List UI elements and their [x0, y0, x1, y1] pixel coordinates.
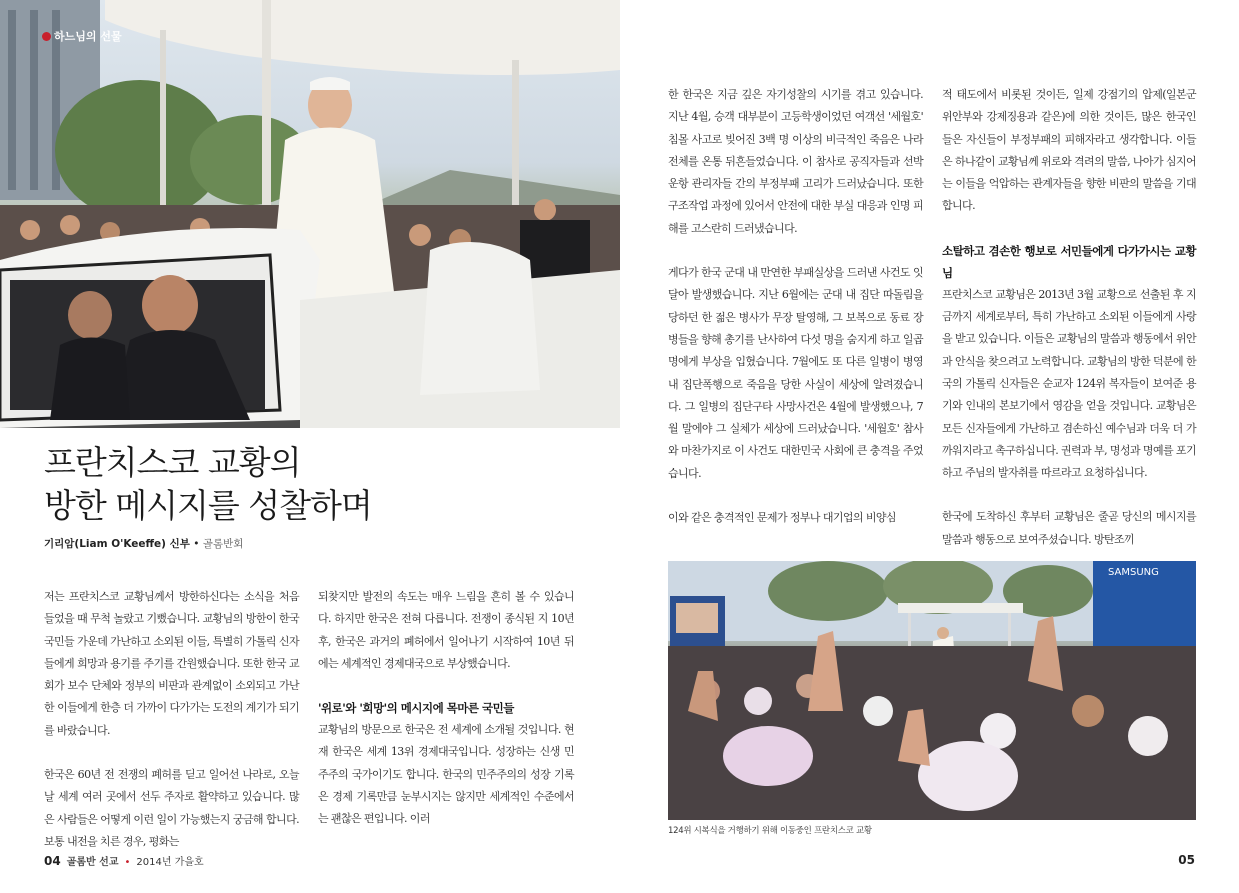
paragraph: 한국은 60년 전 전쟁의 폐허를 딛고 일어선 나라로, 오늘날 세계 여러 곳에서 선두 주자로 활약하고 있습니다. 많은 사람들은 어떻게 이런 일이 가능했는지 궁금해 합니다. 보통 내전을 치른 경우, 평화는: [44, 768, 299, 848]
photo-caption: 124위 시복식을 거행하기 위해 이동중인 프란치스코 교황: [668, 826, 872, 836]
paragraph: 되찾지만 발전의 속도는 매우 느림을 흔히 볼 수 있습니다. 하지만 한국은 전혀 다릅니다. 전쟁이 종식된 지 10년 후, 한국은 과거의 폐허에서 일어나기 시작하여 10년 뒤에는 세계적인 경제대국으로 부상했습니다.: [318, 590, 574, 670]
subheading: 소탈하고 겸손한 행보로 서민들에게 다가가시는 교황님: [942, 243, 1196, 280]
hero-photo-illustration: [0, 0, 620, 428]
crowd-photo-illustration: [668, 561, 1196, 820]
paragraph: 적 태도에서 비롯된 것이든, 일제 강점기의 압제(일본군 위안부와 강제징용과 같은)에 의한 것이든, 많은 한국인들은 자신들이 부정부패의 피해자라고 생각합니다. 이들은 하나같이 교황님께 위로와 격려의 말씀, 나아가 심지어는 이들을 억압하는 관계자들을 향한 비판의 말씀을 기대합니다.: [942, 88, 1196, 213]
paragraph: 프란치스코 교황님은 2013년 3월 교황으로 선출된 후 지금까지 세계로부터, 특히 가난하고 소외된 이들에게 사랑을 받고 있습니다. 이들은 교황님의 말씀과 행동에서 위안과 안식을 찾으려고 노력합니다. 교황님의 방한 덕분에 한국의 가톨릭 신자들은 순교자 124위 복자들이 보여준 용기와 인내의 본보기에서 영감을 얻을 것입니다. 교황님은 모든 신자들에게 가난하고 겸손하신 예수님과 더욱 더 가까워지라고 촉구하십니다. 권력과 부, 명성과 명예를 포기하고 주님의 발자취를 따르라고 요청하십니다.: [942, 287, 1196, 480]
left-column-1: [44, 586, 299, 853]
left-column-2: [318, 586, 574, 831]
byline-org: 골롬반회: [202, 538, 244, 550]
article-title-line1: 프란치스코 교황의: [44, 443, 301, 482]
paragraph: 한 한국은 지금 깊은 자기성찰의 시기를 겪고 있습니다. 지난 4월, 승객 대부분이 고등학생이었던 여객선 '세월호' 침몰 사고로 빚어진 3백 명 이상의 비극적인 죽음은 나라 전체를 온통 뒤흔들었습니다. 이 참사로 공직자들과 선박운항 관리자들 간의 부정부패 고리가 드러났습니다. 또한 구조작업 과정에 있어서 안전에 대한 부실 대응과 인명 피해를 고스란히 드러냈습니다.: [668, 88, 923, 235]
article-title-line2: 방한 메시지를 성찰하며: [44, 486, 372, 525]
crowd-photo: [668, 561, 1196, 820]
article-title: [44, 441, 372, 527]
issue-label: 2014년 가을호: [136, 857, 204, 868]
paragraph: 저는 프란치스코 교황님께서 방한하신다는 소식을 처음 들었을 때 무척 놀랐고 기뻤습니다. 교황님의 방한이 한국 국민들 가운데 가난하고 소외된 이들, 특별히 가톨릭 신자들에게 희망과 용기를 주기를 간원했습니다. 또한 한국 교회가 보수 단체와 정부의 비판과 관계없이 소외되고 가난한 이들에게 한층 더 가까이 다가가는 도전의 계기가 되기를 바랐습니다.: [44, 590, 299, 737]
samsung-sign: SAMSUNG: [1108, 567, 1159, 578]
footer-bullet: •: [124, 857, 131, 868]
subheading: '위로'와 '희망'의 메시지에 목마른 국민들: [318, 701, 514, 716]
hero-photo: [0, 0, 620, 428]
paragraph: 교황님의 방문으로 한국은 전 세계에 소개될 것입니다. 현재 한국은 세계 13위 경제대국입니다. 성장하는 신생 민주주의 국가이기도 합니다. 한국의 민주주의의 성장 기록은 경제 기록만큼 눈부시지는 않지만 세계적인 수준에서는 괜찮은 편입니다. 이러: [318, 723, 574, 826]
section-tag-label: 하느님의 선물: [54, 30, 122, 43]
section-tag-dot-icon: [42, 32, 51, 41]
section-tag: [42, 28, 122, 44]
right-column-1: [668, 84, 923, 529]
magazine-name: 골롬반 선교: [66, 857, 119, 868]
page-number-left: 04: [44, 854, 61, 868]
byline: [44, 536, 243, 551]
paragraph: 이와 같은 충격적인 문제가 정부나 대기업의 비양심: [668, 511, 896, 525]
right-page: [620, 0, 1239, 893]
page-number-right: 05: [1178, 853, 1195, 867]
footer-left: [44, 853, 204, 868]
byline-author: 기리암(Liam O'Keeffe) 신부: [44, 538, 190, 550]
byline-separator: •: [193, 538, 200, 550]
paragraph: 한국에 도착하신 후부터 교황님은 줄곧 당신의 메시지를 말씀과 행동으로 보여주셨습니다. 방탄조끼: [942, 510, 1196, 546]
right-column-2: [942, 84, 1196, 551]
paragraph: 게다가 한국 군대 내 만연한 부패실상을 드러낸 사건도 잇달아 발생했습니다. 지난 6월에는 군대 내 집단 따돌림을 당하던 한 젊은 병사가 무장 탈영해, 그 보복으로 동료 장병들을 향해 총기를 난사하여 다섯 명을 숨지게 하고 일곱 명에게 부상을 입혔습니다. 7월에도 또 다른 일병이 병영 내 집단폭행으로 죽음을 당한 사실이 세상에 알려졌습니다. 그 일병의 집단구타 사망사건은 4월에 발생했으나, 7월 말에야 그 실체가 세상에 드러났습니다. '세월호' 참사와 마찬가지로 이 사건도 대한민국 사회에 큰 충격을 주었습니다.: [668, 266, 923, 480]
